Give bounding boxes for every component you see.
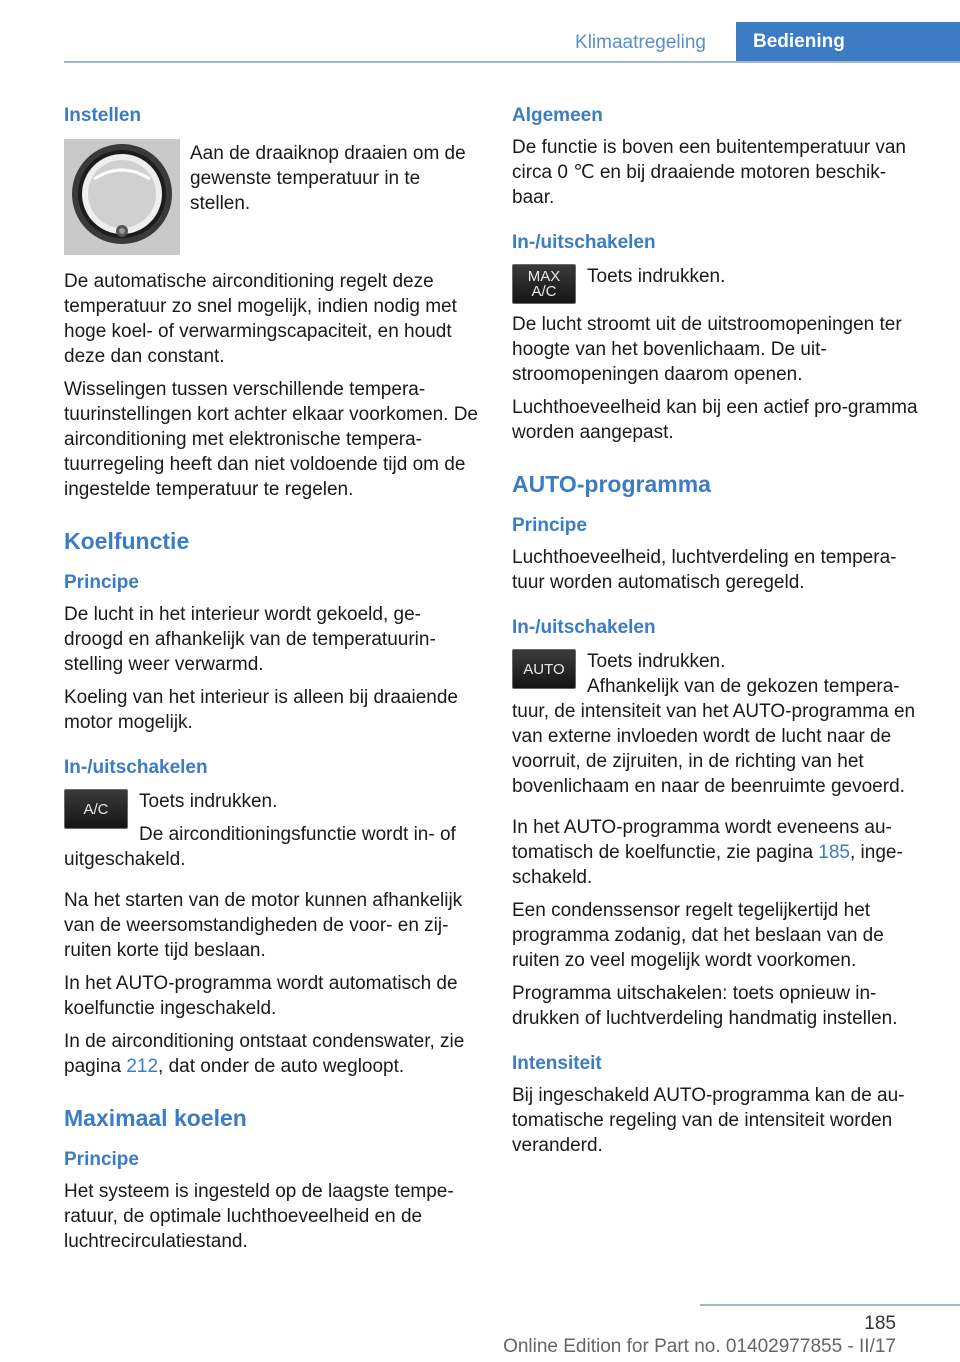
intensiteit-heading: Intensiteit <box>512 1053 602 1074</box>
ac-button-text-2: De airconditioningsfunctie wordt in- of uitgeschakeld. <box>64 824 456 870</box>
auto-p1-tail: , inge‐schakeld. <box>512 842 903 888</box>
auto-programma-title: AUTO-programma <box>512 471 711 497</box>
auto-principe-paragraph: Luchthoeveelheid, luchtverdeling en tempera‐tuur worden automatisch geregeld. <box>512 547 897 593</box>
koelfunctie-principe-heading: Principe <box>64 572 139 593</box>
auto-p1-text: In het AUTO-programma wordt eveneens au‐tomatisch de koelfunctie, zie pagina <box>512 817 892 863</box>
page-link-212[interactable]: 212 <box>126 1056 159 1077</box>
koelfunctie-p5-text: In de airconditioning ontstaat condenswater, zie pagina <box>64 1031 465 1077</box>
auto-paragraph-1 <box>512 815 928 890</box>
maximaal-koelen-title: Maximaal koelen <box>64 1105 247 1131</box>
max-switch-paragraph-1: De lucht stroomt uit de uitstroomopeningen ter hoogte van het bovenlichaam. De uit‐stroomopeningen daarom openen. <box>512 314 902 385</box>
maximaal-principe-paragraph: Het systeem is ingesteld op de laagste tempe‐ratuur, de optimale luchthoeveelheid en de luchtrecirculatiestand. <box>64 1181 454 1252</box>
rotary-knob-icon <box>64 139 180 255</box>
auto-button-text-2: Afhankelijk van de gekozen tempera‐tuur, de intensiteit van het AUTO-programma en van externe invloeden wordt de lucht naar de voorruit, de zijruiten, in de richting van het bovenlichaam en naar de beenruimte gevoerd. <box>512 676 916 797</box>
koelfunctie-switch-heading: In-/uitschakelen <box>64 757 208 778</box>
algemeen-heading: Algemeen <box>512 105 603 126</box>
max-ac-button-text: Toets indrukken. <box>587 266 726 287</box>
algemeen-paragraph: De functie is boven een buitentemperatuur van circa 0 ℃ en bij draaiende motoren beschik‐baar. <box>512 137 906 208</box>
auto-button[interactable]: AUTO <box>512 649 576 689</box>
max-ac-button-line-2: A/C <box>531 283 557 300</box>
header-rule <box>64 61 960 63</box>
auto-button-text-1: Toets indrukken. <box>587 651 726 672</box>
koelfunctie-p5-tail: , dat onder de auto wegloopt. <box>158 1056 405 1077</box>
maximaal-principe-heading: Principe <box>64 1149 139 1170</box>
header-chapter-tab[interactable]: Bediening <box>736 22 960 62</box>
footer-rule <box>700 1304 960 1306</box>
page-number: 185 <box>864 1313 896 1334</box>
intensiteit-paragraph: Bij ingeschakeld AUTO-programma kan de au‐tomatische regeling van de intensiteit worden veranderd. <box>512 1085 905 1156</box>
temperature-knob-image <box>64 139 180 255</box>
koelfunctie-title: Koelfunctie <box>64 528 190 554</box>
instellen-figure-text: Aan de draaiknop draaien om de gewenste temperatuur in te stellen. <box>190 143 466 214</box>
auto-switch-heading: In-/uitschakelen <box>512 617 656 638</box>
koelfunctie-paragraph-5 <box>64 1029 480 1079</box>
header-section-tab[interactable]: Klimaatregeling <box>575 32 706 53</box>
page-link-185[interactable]: 185 <box>818 842 850 863</box>
instellen-figure-row <box>64 139 480 255</box>
auto-paragraph-3: Programma uitschakelen: toets opnieuw in‐drukken of luchtverdeling handmatig instellen. <box>512 983 898 1029</box>
right-column <box>512 103 928 1158</box>
instellen-heading: Instellen <box>64 105 142 126</box>
max-ac-button[interactable] <box>512 264 576 304</box>
koelfunctie-principe-p2: Koeling van het interieur is alleen bij draaiende motor mogelijk. <box>64 687 458 733</box>
ac-button-text-1: Toets indrukken. <box>139 791 278 812</box>
auto-principe-heading: Principe <box>512 515 587 536</box>
max-switch-paragraph-2: Luchthoeveelheid kan bij een actief pro‐gramma worden aangepast. <box>512 397 918 443</box>
edition-footer: Online Edition for Part no. 01402977855 - II/17 <box>503 1336 896 1357</box>
max-ac-button-line-1: MAX <box>527 268 561 285</box>
left-column <box>64 103 480 1254</box>
koelfunctie-paragraph-4: In het AUTO-programma wordt automatisch de koelfunctie ingeschakeld. <box>64 973 458 1019</box>
instellen-paragraph-2: Wisselingen tussen verschillende tempera‐tuurinstellingen kort achter elkaar voorkomen. De airconditioning met elektronische tempera‐tuurregeling heeft dan niet voldoende tijd om de ingestelde temperatuur te regelen. <box>64 379 478 500</box>
auto-paragraph-2: Een condenssensor regelt tegelijkertijd het programma zodanig, dat het beslaan van de ruiten zo veel mogelijk wordt voorkomen. <box>512 900 884 971</box>
instellen-paragraph-1: De automatische airconditioning regelt deze temperatuur zo snel mogelijk, indien nodig met hoge koel- of verwarmingscapaciteit, en houdt deze dan constant. <box>64 271 457 367</box>
koelfunctie-principe-p1: De lucht in het interieur wordt gekoeld, ge‐droogd en afhankelijk van de temperatuurin‐stelling weer verwarmd. <box>64 604 436 675</box>
max-switch-heading: In-/uitschakelen <box>512 232 656 253</box>
max-ac-button-figure-row <box>512 264 928 304</box>
koelfunctie-paragraph-3: Na het starten van de motor kunnen afhankelijk van de weersomstandigheden de voor- en zij‐ruiten korte tijd beslaan. <box>64 890 463 961</box>
ac-button[interactable]: A/C <box>64 789 128 829</box>
